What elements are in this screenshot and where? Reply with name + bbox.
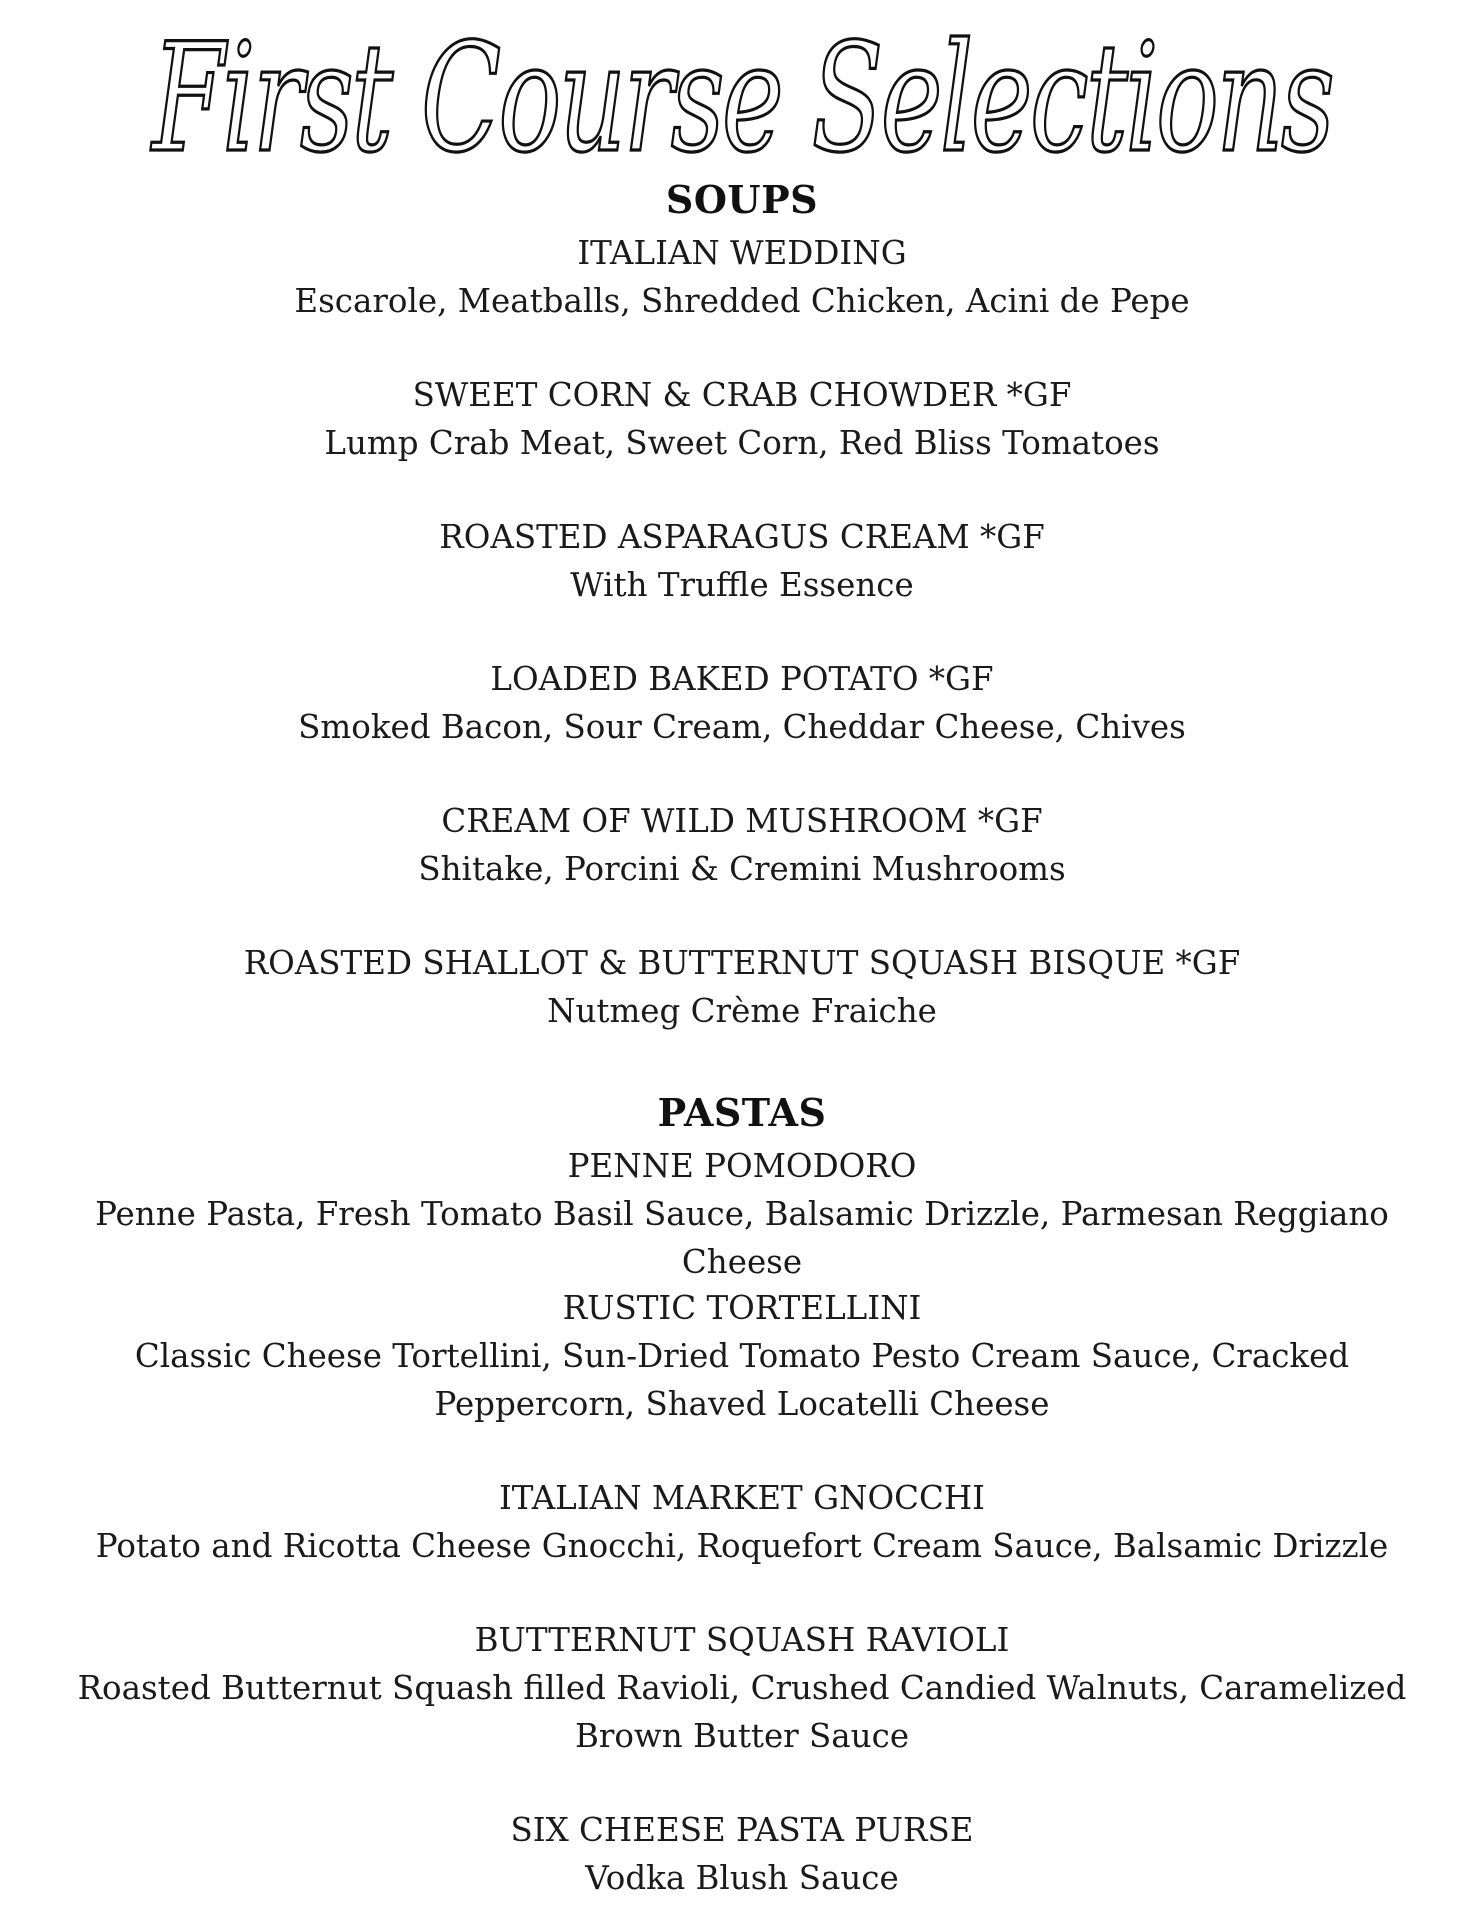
item-name: ITALIAN MARKET GNOCCHI (498, 1479, 986, 1517)
menu-item (50, 371, 1434, 467)
item-name: BUTTERNUT SQUASH RAVIOLI (474, 1621, 1010, 1659)
item-name: PENNE POMODORO (567, 1147, 917, 1185)
section-heading-pastas: PASTAS (657, 1090, 827, 1135)
item-name: ITALIAN WEDDING (577, 234, 907, 272)
item-description: With Truffle Essence (570, 566, 914, 604)
menu-item (50, 939, 1434, 1035)
menu-item (50, 1474, 1434, 1570)
item-description: Classic Cheese Tortellini, Sun-Dried Tomato Pesto Cream Sauce, Cracked Peppercorn, Shaved Locatelli Cheese (134, 1337, 1350, 1423)
item-name: ROASTED SHALLOT & BUTTERNUT SQUASH BISQUE *GF (243, 944, 1241, 982)
item-description: Shitake, Porcini & Cremini Mushrooms (418, 850, 1066, 888)
item-description: Smoked Bacon, Sour Cream, Cheddar Cheese, Chives (298, 708, 1186, 746)
item-description: Escarole, Meatballs, Shredded Chicken, Acini de Pepe (294, 282, 1190, 320)
menu-item (50, 513, 1434, 609)
item-name: ROASTED ASPARAGUS CREAM *GF (439, 518, 1045, 556)
item-description: Nutmeg Crème Fraiche (547, 992, 937, 1030)
title-text: First Course Selections (149, 12, 1332, 186)
item-name: CREAM OF WILD MUSHROOM *GF (441, 802, 1043, 840)
section-heading-soups: SOUPS (665, 177, 819, 222)
item-name: SIX CHEESE PASTA PURSE (510, 1811, 974, 1849)
menu-item (50, 1806, 1434, 1902)
menu-item (50, 229, 1434, 325)
menu-item (50, 797, 1434, 893)
menu-item (50, 655, 1434, 751)
item-name: LOADED BAKED POTATO *GF (490, 660, 994, 698)
item-description: Roasted Butternut Squash filled Ravioli, Crushed Candied Walnuts, Caramelized Brown Butter Sauce (77, 1669, 1407, 1755)
item-description: Penne Pasta, Fresh Tomato Basil Sauce, Balsamic Drizzle, Parmesan Reggiano Cheese (95, 1195, 1389, 1281)
item-description: Lump Crab Meat, Sweet Corn, Red Bliss Tomatoes (324, 424, 1160, 462)
menu-item (50, 1142, 1434, 1286)
item-description: Vodka Blush Sauce (585, 1859, 899, 1897)
item-name: RUSTIC TORTELLINI (562, 1289, 922, 1327)
item-name: SWEET CORN & CRAB CHOWDER *GF (412, 376, 1072, 414)
menu-item (50, 1616, 1434, 1760)
menu-item (50, 1284, 1434, 1428)
item-description: Potato and Ricotta Cheese Gnocchi, Roquefort Cream Sauce, Balsamic Drizzle (95, 1527, 1389, 1565)
